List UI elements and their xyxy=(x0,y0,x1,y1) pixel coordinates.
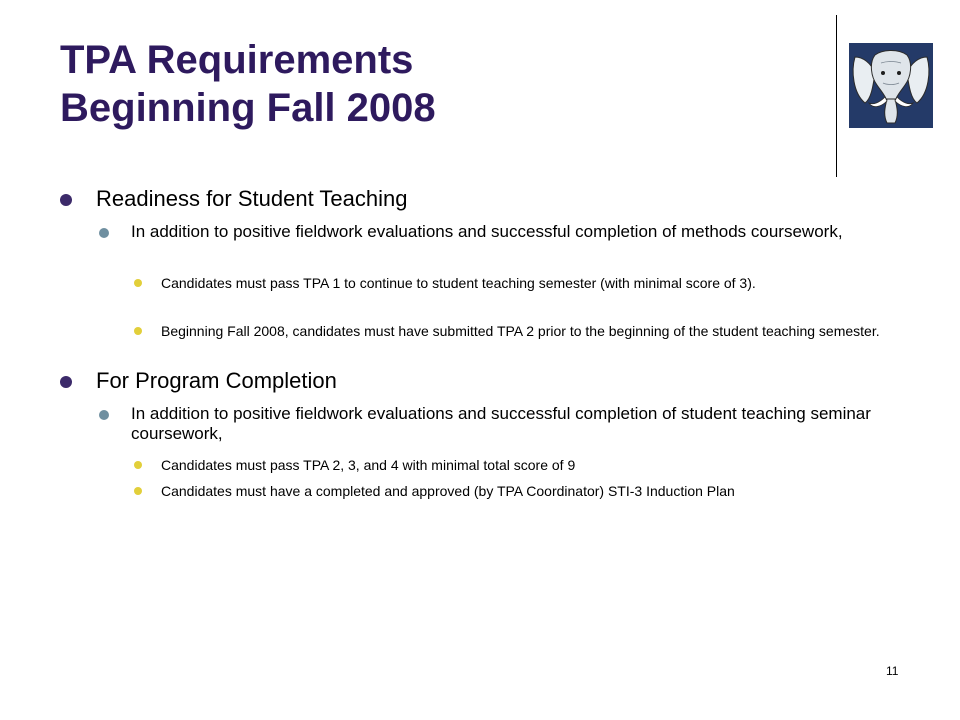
list-item-text: Candidates must pass TPA 2, 3, and 4 with minimal total score of 9 xyxy=(161,457,576,473)
section-sub-text: In addition to positive fieldwork evaluations and successful completion of methods coursework, xyxy=(131,222,843,241)
section-sub-bullet xyxy=(131,222,871,242)
bullet-level3 xyxy=(134,487,142,495)
bullet-level3 xyxy=(134,461,142,469)
section-sub-text: In addition to positive fieldwork evaluations and successful completion of student teaching seminar coursework, xyxy=(131,404,871,443)
title-line-2: Beginning Fall 2008 xyxy=(60,86,436,130)
section-sub-bullet xyxy=(131,404,871,444)
list-item xyxy=(161,456,901,474)
section-heading-text: Readiness for Student Teaching xyxy=(96,186,408,211)
list-item xyxy=(161,482,901,500)
list-item xyxy=(161,274,901,292)
slide-title xyxy=(60,36,800,132)
list-item xyxy=(161,322,901,340)
list-item-text: Beginning Fall 2008, candidates must have submitted TPA 2 prior to the beginning of the student teaching semester. xyxy=(161,323,880,339)
bullet-level1 xyxy=(60,194,72,206)
section-heading xyxy=(96,186,836,212)
list-item-text: Candidates must pass TPA 1 to continue to student teaching semester (with minimal score of 3). xyxy=(161,275,756,291)
title-line-1: TPA Requirements xyxy=(60,38,414,82)
page-number: 11 xyxy=(886,664,899,678)
bullet-level1 xyxy=(60,376,72,388)
list-item-text: Candidates must have a completed and approved (by TPA Coordinator) STI-3 Induction Plan xyxy=(161,483,735,499)
section-heading xyxy=(96,368,836,394)
bullet-level2 xyxy=(99,228,109,238)
bullet-level3 xyxy=(134,327,142,335)
bullet-level3 xyxy=(134,279,142,287)
section-heading-text: For Program Completion xyxy=(96,368,337,393)
title-divider xyxy=(836,15,837,177)
elephant-logo-icon xyxy=(849,43,933,128)
bullet-level2 xyxy=(99,410,109,420)
